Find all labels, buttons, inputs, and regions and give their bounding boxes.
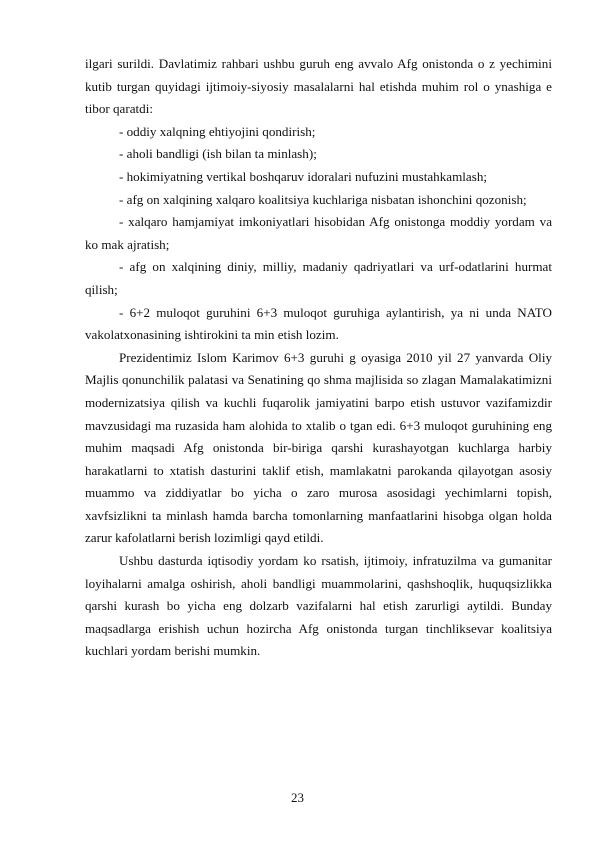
paragraph-president: Prezidentimiz Islom Karimov 6+3 guruhi g oyasiga 2010 yil 27 yanvarda Oliy Majlis qonunchilik palatasi va Senatining qo shma majlisida so zlagan Mamalakatimizni modernizatsiya qilish va kuchli fuqarolik jamiyatini barpo etish ustuvor vazifamizdir mavzusidagi ma ruzasida ham alohida to xtalib o tgan edi. 6+3 muloqot guruhining eng muhim maqsadi Afg onistonda bir-biriga qarshi kurashayotgan kuchlarga harbiy harakatlarni to xtatish dasturini taklif etish, mamlakatni parokanda qilayotgan asosiy muammo va ziddiyatlar bo yicha o zaro murosa asosidagi yechimlarni topish, xavfsizlikni ta minlash hamda barcha tomonlarning manfaatlarini hisobga olgan holda zarur kafolatlarni berish lozimligi qayd etildi. xyxy=(85,349,552,546)
list-item-employment: - aholi bandligi (ish bilan ta minlash); xyxy=(119,146,317,162)
document-body xyxy=(85,53,552,663)
paragraph-program: Ushbu dasturda iqtisodiy yordam ko rsatish, ijtimoiy, infratuzilma va gumanitar loyihalarni amalga oshirish, aholi bandligi muammolarini, qashshoqlik, huquqsizlikka qarshi kurash bo yicha eng dolzarb vazifalarni hal etish zarurligi aytildi. Bunday maqsadlarga erishish uchun hozircha Afg onistonda turgan tinchliksevar koalitsiya kuchlari yordam berishi mumkin. xyxy=(85,553,552,659)
list-item-material-aid: - xalqaro hamjamiyat imkoniyatlari hisobidan Afg onistonga moddiy yordam va ko mak ajratish; xyxy=(85,214,552,252)
paragraph-continuation: ilgari surildi. Davlatimiz rahbari ushbu guruh eng avvalo Afg onistonda o z yechimini kutib turgan quyidagi ijtimoiy-siyosiy masalalarni hal etishda muhim rol o ynashiga e tibor qaratdi: xyxy=(85,56,552,117)
list-item-authority: - hokimiyatning vertikal boshqaruv idoralari nufuzini mustahkamlash; xyxy=(119,168,487,184)
list-item-basic-needs: - oddiy xalqning ehtiyojini qondirish; xyxy=(119,123,316,139)
list-item-group-expansion: - 6+2 muloqot guruhini 6+3 muloqot guruhiga aylantirish, ya ni unda NATO vakolatxonasining ishtirokini ta min etish lozim. xyxy=(85,304,552,343)
list-item-trust: - afg on xalqining xalqaro koalitsiya kuchlariga nisbatan ishonchini qozonish; xyxy=(119,191,527,207)
page-number: 23 xyxy=(291,790,304,805)
list-item-respect-values: - afg on xalqining diniy, milliy, madaniy qadriyatlari va urf-odatlarini hurmat qilish; xyxy=(85,259,552,297)
